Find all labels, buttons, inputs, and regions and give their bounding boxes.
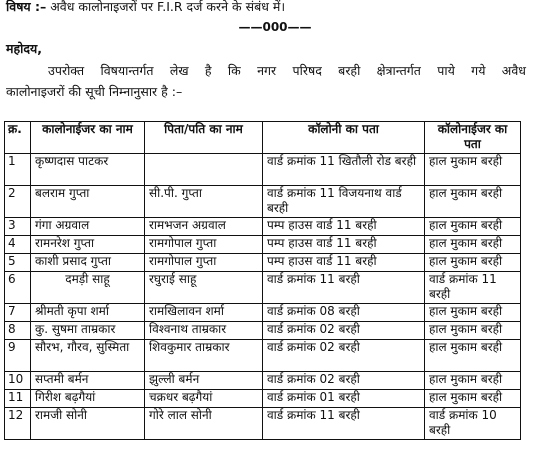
subject-label: विषय :–	[6, 0, 47, 14]
table-row	[5, 218, 521, 236]
cell-colony-address: वार्ड क्रमांक 02 बरही	[263, 340, 425, 372]
cell-colony-address: पम्प हाउस वार्ड 11 बरही	[263, 236, 425, 254]
cell-colony-address: पम्प हाउस वार्ड 11 बरही	[263, 254, 425, 272]
cell-colonizer-address: हाल मुकाम बरही	[425, 372, 521, 390]
header-father-husband-name: पिता/पति का नाम	[145, 122, 263, 154]
cell-colony-address: वार्ड क्रमांक 11 बरही	[263, 272, 425, 304]
table-row	[5, 408, 521, 440]
cell-father-husband-name: रामगोपाल गुप्ता	[145, 236, 263, 254]
cell-colonizer-address: हाल मुकाम बरही	[425, 390, 521, 408]
header-colony-address: कॉलोनी का पता	[263, 122, 425, 154]
cell-colonizer-name: कृष्णदास पाटकर	[31, 154, 145, 186]
cell-colony-address: वार्ड क्रमांक 08 बरही	[263, 304, 425, 322]
cell-colony-address: वार्ड क्रमांक 02 बरही	[263, 372, 425, 390]
cell-colonizer-address: हाल मुकाम बरही	[425, 236, 521, 254]
cell-father-husband-name: रामभजन अग्रवाल	[145, 218, 263, 236]
header-colonizer-address: कॉलोनाईजर का पता	[425, 122, 521, 154]
cell-colonizer-name: रामनरेश गुप्ता	[31, 236, 145, 254]
cell-colonizer-address: हाल मुकाम बरही	[425, 322, 521, 340]
separator: ——000——	[238, 20, 312, 34]
cell-colonizer-name: गिरीश बढ़गैयां	[31, 390, 145, 408]
table-row	[5, 322, 521, 340]
colonizer-table	[4, 121, 521, 440]
table-row	[5, 390, 521, 408]
cell-colony-address: वार्ड क्रमांक 11 विजयनाथ वार्ड बरही	[263, 186, 425, 218]
cell-father-husband-name	[145, 154, 263, 186]
header-serial: क्र.	[5, 122, 31, 154]
cell-colonizer-name: रामजी सोनी	[31, 408, 145, 440]
cell-father-husband-name: विश्वनाथ ताम्रकार	[145, 322, 263, 340]
cell-father-husband-name: सी.पी. गुप्ता	[145, 186, 263, 218]
subject-text: अवैध कालोनाइजरों पर F.I.R दर्ज करने के संबंध में।	[50, 0, 286, 14]
table-row	[5, 186, 521, 218]
cell-colonizer-name: बलराम गुप्ता	[31, 186, 145, 218]
body-line-1: उपरोक्त विषयान्तर्गत लेख है कि नगर परिषद बरही क्षेत्रान्तर्गत पाये गये अवैध	[48, 63, 526, 78]
cell-serial: 8	[5, 322, 31, 340]
salutation: महोदय,	[6, 41, 42, 56]
cell-colonizer-address: हाल मुकाम बरही	[425, 304, 521, 322]
cell-serial: 12	[5, 408, 31, 440]
subject-line	[6, 0, 285, 15]
cell-colonizer-address: हाल मुकाम बरही	[425, 340, 521, 372]
cell-colonizer-name: काशी प्रसाद गुप्ता	[31, 254, 145, 272]
cell-colonizer-name: सप्तमी बर्मन	[31, 372, 145, 390]
table-row	[5, 254, 521, 272]
cell-serial: 7	[5, 304, 31, 322]
cell-colonizer-name: कु. सुषमा ताम्रकार	[31, 322, 145, 340]
cell-colonizer-address: हाल मुकाम बरही	[425, 218, 521, 236]
cell-serial: 2	[5, 186, 31, 218]
header-colonizer-name: कालोनाईजर का नाम	[31, 122, 145, 154]
cell-colony-address: पम्प हाउस वार्ड 11 बरही	[263, 218, 425, 236]
cell-serial: 3	[5, 218, 31, 236]
cell-colonizer-name: श्रीमती कृपा शर्मा	[31, 304, 145, 322]
cell-father-husband-name: शिवकुमार ताम्रकार	[145, 340, 263, 372]
cell-colony-address: वार्ड क्रमांक 01 बरही	[263, 390, 425, 408]
cell-serial: 9	[5, 340, 31, 372]
cell-father-husband-name: रामगोपाल गुप्ता	[145, 254, 263, 272]
cell-serial: 5	[5, 254, 31, 272]
cell-colony-address: वार्ड क्रमांक 11 बरही	[263, 408, 425, 440]
cell-father-husband-name: रघुराई साहू	[145, 272, 263, 304]
cell-father-husband-name: रामखिलावन शर्मा	[145, 304, 263, 322]
table-row	[5, 154, 521, 186]
cell-colonizer-address: हाल मुकाम बरही	[425, 186, 521, 218]
cell-colonizer-address: हाल मुकाम बरही	[425, 154, 521, 186]
table-row	[5, 372, 521, 390]
cell-colonizer-name: सौरभ, गौरव, सुस्मिता	[31, 340, 145, 372]
cell-colonizer-address: वार्ड क्रमांक 10 बरही	[425, 408, 521, 440]
table-row	[5, 272, 521, 304]
table-header-row	[5, 122, 521, 154]
body-paragraph	[6, 60, 526, 102]
cell-colonizer-address: हाल मुकाम बरही	[425, 254, 521, 272]
cell-serial: 11	[5, 390, 31, 408]
cell-colonizer-name: दमड़ी साहू	[31, 272, 145, 304]
cell-father-husband-name: चक्रधर बढ़गैयां	[145, 390, 263, 408]
table-body	[5, 154, 521, 440]
table-row	[5, 340, 521, 372]
cell-serial: 4	[5, 236, 31, 254]
cell-colonizer-name: गंगा अग्रवाल	[31, 218, 145, 236]
cell-father-husband-name: गोरे लाल सोनी	[145, 408, 263, 440]
cell-serial: 10	[5, 372, 31, 390]
cell-colony-address: वार्ड क्रमांक 11 खितौली रोड बरही	[263, 154, 425, 186]
cell-colonizer-address: वार्ड क्रमांक 11 बरही	[425, 272, 521, 304]
table-row	[5, 304, 521, 322]
cell-colony-address: वार्ड क्रमांक 02 बरही	[263, 322, 425, 340]
cell-serial: 6	[5, 272, 31, 304]
cell-father-husband-name: झुल्ली बर्मन	[145, 372, 263, 390]
table-row	[5, 236, 521, 254]
body-line-2: कालोनाइजरों की सूची निम्नानुसार है :–	[6, 84, 183, 99]
cell-serial: 1	[5, 154, 31, 186]
